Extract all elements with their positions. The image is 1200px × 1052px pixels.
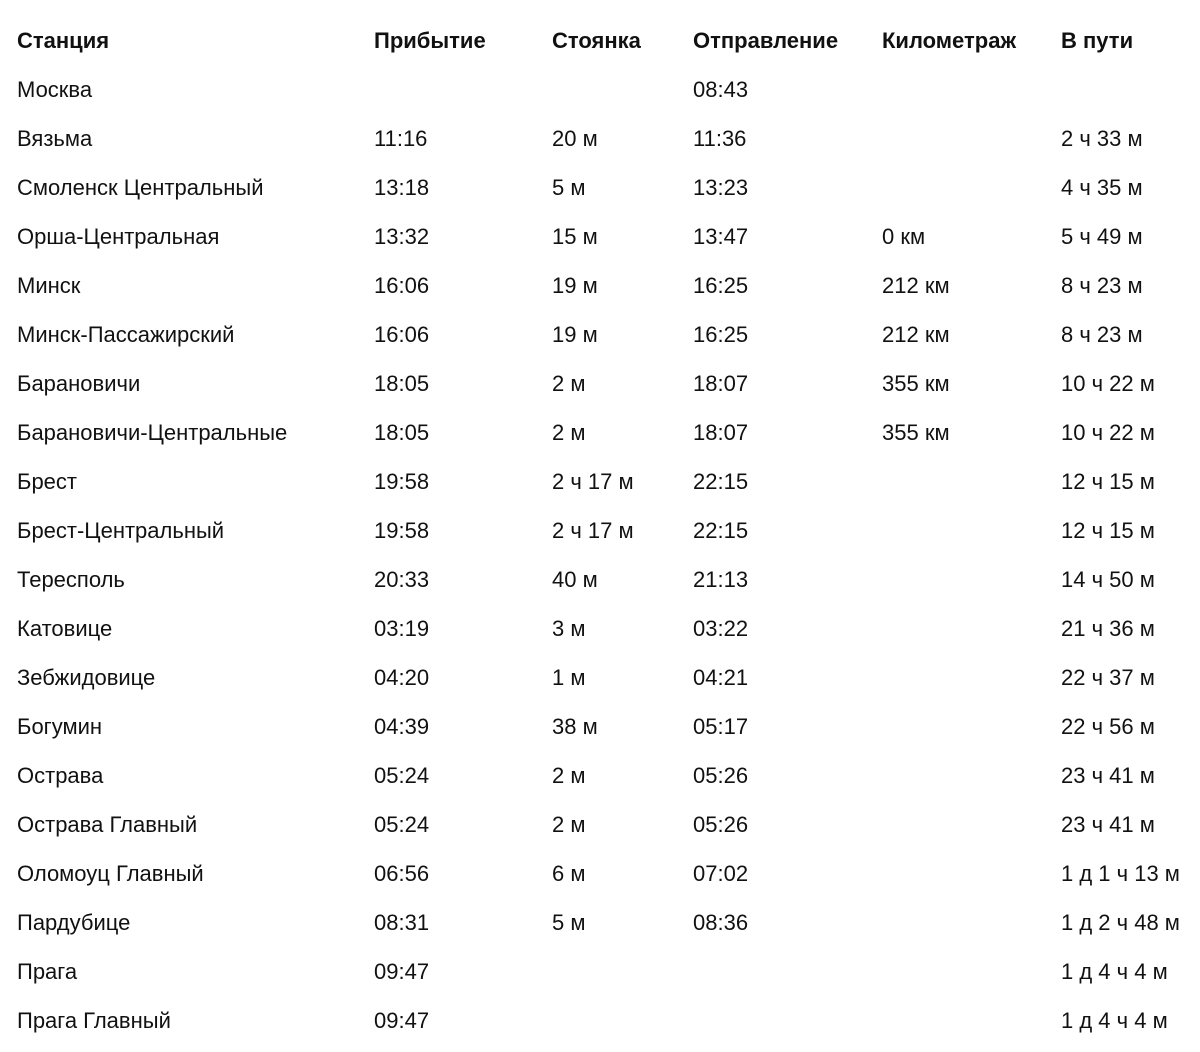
travel-time-cell: 4 ч 35 м xyxy=(1061,175,1143,200)
departure-cell: 05:26 xyxy=(693,763,749,788)
arrival-cell: 13:32 xyxy=(374,224,430,249)
stop-cell: 5 м xyxy=(552,175,586,200)
table-row xyxy=(0,212,1200,261)
departure-cell: 22:15 xyxy=(693,469,749,494)
departure-cell: 16:25 xyxy=(693,273,749,298)
table-row xyxy=(0,310,1200,359)
stop-cell: 40 м xyxy=(552,567,598,592)
station-cell: Брест-Центральный xyxy=(17,518,225,543)
station-cell: Барановичи xyxy=(17,371,141,396)
departure-cell: 05:26 xyxy=(693,812,749,837)
table-row xyxy=(0,506,1200,555)
arrival-cell: 20:33 xyxy=(374,567,430,592)
arrival-cell: 13:18 xyxy=(374,175,430,200)
km-cell: 0 км xyxy=(882,224,926,249)
departure-cell: 13:23 xyxy=(693,175,749,200)
travel-time-cell: 12 ч 15 м xyxy=(1061,469,1155,494)
arrival-cell: 04:20 xyxy=(374,665,430,690)
departure-cell: 13:47 xyxy=(693,224,749,249)
stop-cell: 38 м xyxy=(552,714,598,739)
stop-cell: 1 м xyxy=(552,665,586,690)
travel-time-cell: 10 ч 22 м xyxy=(1061,420,1155,445)
travel-time-cell: 1 д 1 ч 13 м xyxy=(1061,861,1180,886)
departure-cell: 08:36 xyxy=(693,910,749,935)
travel-time-cell: 22 ч 37 м xyxy=(1061,665,1155,690)
stop-cell: 2 м xyxy=(552,371,586,396)
table-row xyxy=(0,800,1200,849)
column-header-station: Станция xyxy=(17,28,110,53)
stop-cell: 2 м xyxy=(552,420,586,445)
departure-cell: 03:22 xyxy=(693,616,749,641)
arrival-cell: 18:05 xyxy=(374,371,430,396)
table-row xyxy=(0,898,1200,947)
travel-time-cell: 2 ч 33 м xyxy=(1061,126,1143,151)
arrival-cell: 19:58 xyxy=(374,518,430,543)
table-row xyxy=(0,996,1200,1045)
stop-cell: 2 м xyxy=(552,763,586,788)
table-row xyxy=(0,604,1200,653)
arrival-cell: 06:56 xyxy=(374,861,430,886)
column-header-stop: Стоянка xyxy=(552,28,641,53)
travel-time-cell: 23 ч 41 м xyxy=(1061,812,1155,837)
table-row xyxy=(0,457,1200,506)
departure-cell: 07:02 xyxy=(693,861,749,886)
station-cell: Орша-Центральная xyxy=(17,224,220,249)
table-row xyxy=(0,114,1200,163)
table-row xyxy=(0,849,1200,898)
table-row xyxy=(0,65,1200,114)
travel-time-cell: 1 д 4 ч 4 м xyxy=(1061,959,1168,984)
station-cell: Пардубице xyxy=(17,910,131,935)
departure-cell: 08:43 xyxy=(693,77,749,102)
table-header-row xyxy=(0,16,1200,65)
stop-cell: 19 м xyxy=(552,322,598,347)
station-cell: Богумин xyxy=(17,714,103,739)
arrival-cell: 08:31 xyxy=(374,910,430,935)
station-cell: Оломоуц Главный xyxy=(17,861,204,886)
station-cell: Катовице xyxy=(17,616,113,641)
table-row xyxy=(0,751,1200,800)
travel-time-cell: 1 д 2 ч 48 м xyxy=(1061,910,1180,935)
arrival-cell: 16:06 xyxy=(374,273,430,298)
departure-cell: 18:07 xyxy=(693,371,749,396)
stop-cell: 19 м xyxy=(552,273,598,298)
travel-time-cell: 1 д 4 ч 4 м xyxy=(1061,1008,1168,1033)
column-header-travel: В пути xyxy=(1061,28,1134,53)
table-row xyxy=(0,163,1200,212)
table-row xyxy=(0,555,1200,604)
arrival-cell: 03:19 xyxy=(374,616,430,641)
arrival-cell: 09:47 xyxy=(374,959,430,984)
table-row xyxy=(0,408,1200,457)
stop-cell: 2 ч 17 м xyxy=(552,518,634,543)
travel-time-cell: 8 ч 23 м xyxy=(1061,322,1143,347)
station-cell: Минск xyxy=(17,273,81,298)
arrival-cell: 04:39 xyxy=(374,714,430,739)
stop-cell: 2 ч 17 м xyxy=(552,469,634,494)
travel-time-cell: 5 ч 49 м xyxy=(1061,224,1143,249)
table-row xyxy=(0,702,1200,751)
departure-cell: 22:15 xyxy=(693,518,749,543)
travel-time-cell: 23 ч 41 м xyxy=(1061,763,1155,788)
arrival-cell: 16:06 xyxy=(374,322,430,347)
station-cell: Прага Главный xyxy=(17,1008,171,1033)
departure-cell: 21:13 xyxy=(693,567,749,592)
stop-cell: 15 м xyxy=(552,224,598,249)
travel-time-cell: 14 ч 50 м xyxy=(1061,567,1155,592)
departure-cell: 04:21 xyxy=(693,665,749,690)
table-row xyxy=(0,359,1200,408)
stop-cell: 20 м xyxy=(552,126,598,151)
station-cell: Тересполь xyxy=(17,567,125,592)
station-cell: Москва xyxy=(17,77,93,102)
table-row xyxy=(0,947,1200,996)
station-cell: Брест xyxy=(17,469,77,494)
arrival-cell: 05:24 xyxy=(374,812,430,837)
station-cell: Минск-Пассажирский xyxy=(17,322,235,347)
arrival-cell: 11:16 xyxy=(374,126,428,151)
station-cell: Острава Главный xyxy=(17,812,198,837)
km-cell: 355 км xyxy=(882,420,950,445)
km-cell: 212 км xyxy=(882,322,950,347)
column-header-km: Километраж xyxy=(882,28,1017,53)
arrival-cell: 19:58 xyxy=(374,469,430,494)
station-cell: Смоленск Центральный xyxy=(17,175,264,200)
column-header-departure: Отправление xyxy=(693,28,839,53)
station-cell: Барановичи-Центральные xyxy=(17,420,288,445)
travel-time-cell: 8 ч 23 м xyxy=(1061,273,1143,298)
travel-time-cell: 21 ч 36 м xyxy=(1061,616,1155,641)
travel-time-cell: 22 ч 56 м xyxy=(1061,714,1155,739)
departure-cell: 05:17 xyxy=(693,714,749,739)
departure-cell: 18:07 xyxy=(693,420,749,445)
table-row xyxy=(0,653,1200,702)
travel-time-cell: 10 ч 22 м xyxy=(1061,371,1155,396)
station-cell: Вязьма xyxy=(17,126,93,151)
stop-cell: 6 м xyxy=(552,861,586,886)
departure-cell: 11:36 xyxy=(693,126,747,151)
stop-cell: 2 м xyxy=(552,812,586,837)
departure-cell: 16:25 xyxy=(693,322,749,347)
station-cell: Зебжидовице xyxy=(17,665,156,690)
km-cell: 355 км xyxy=(882,371,950,396)
travel-time-cell: 12 ч 15 м xyxy=(1061,518,1155,543)
stop-cell: 5 м xyxy=(552,910,586,935)
table-body xyxy=(0,65,1200,1045)
table-row xyxy=(0,261,1200,310)
stop-cell: 3 м xyxy=(552,616,586,641)
arrival-cell: 18:05 xyxy=(374,420,430,445)
arrival-cell: 05:24 xyxy=(374,763,430,788)
arrival-cell: 09:47 xyxy=(374,1008,430,1033)
station-cell: Прага xyxy=(17,959,78,984)
station-cell: Острава xyxy=(17,763,104,788)
column-header-arrival: Прибытие xyxy=(374,28,486,53)
km-cell: 212 км xyxy=(882,273,950,298)
